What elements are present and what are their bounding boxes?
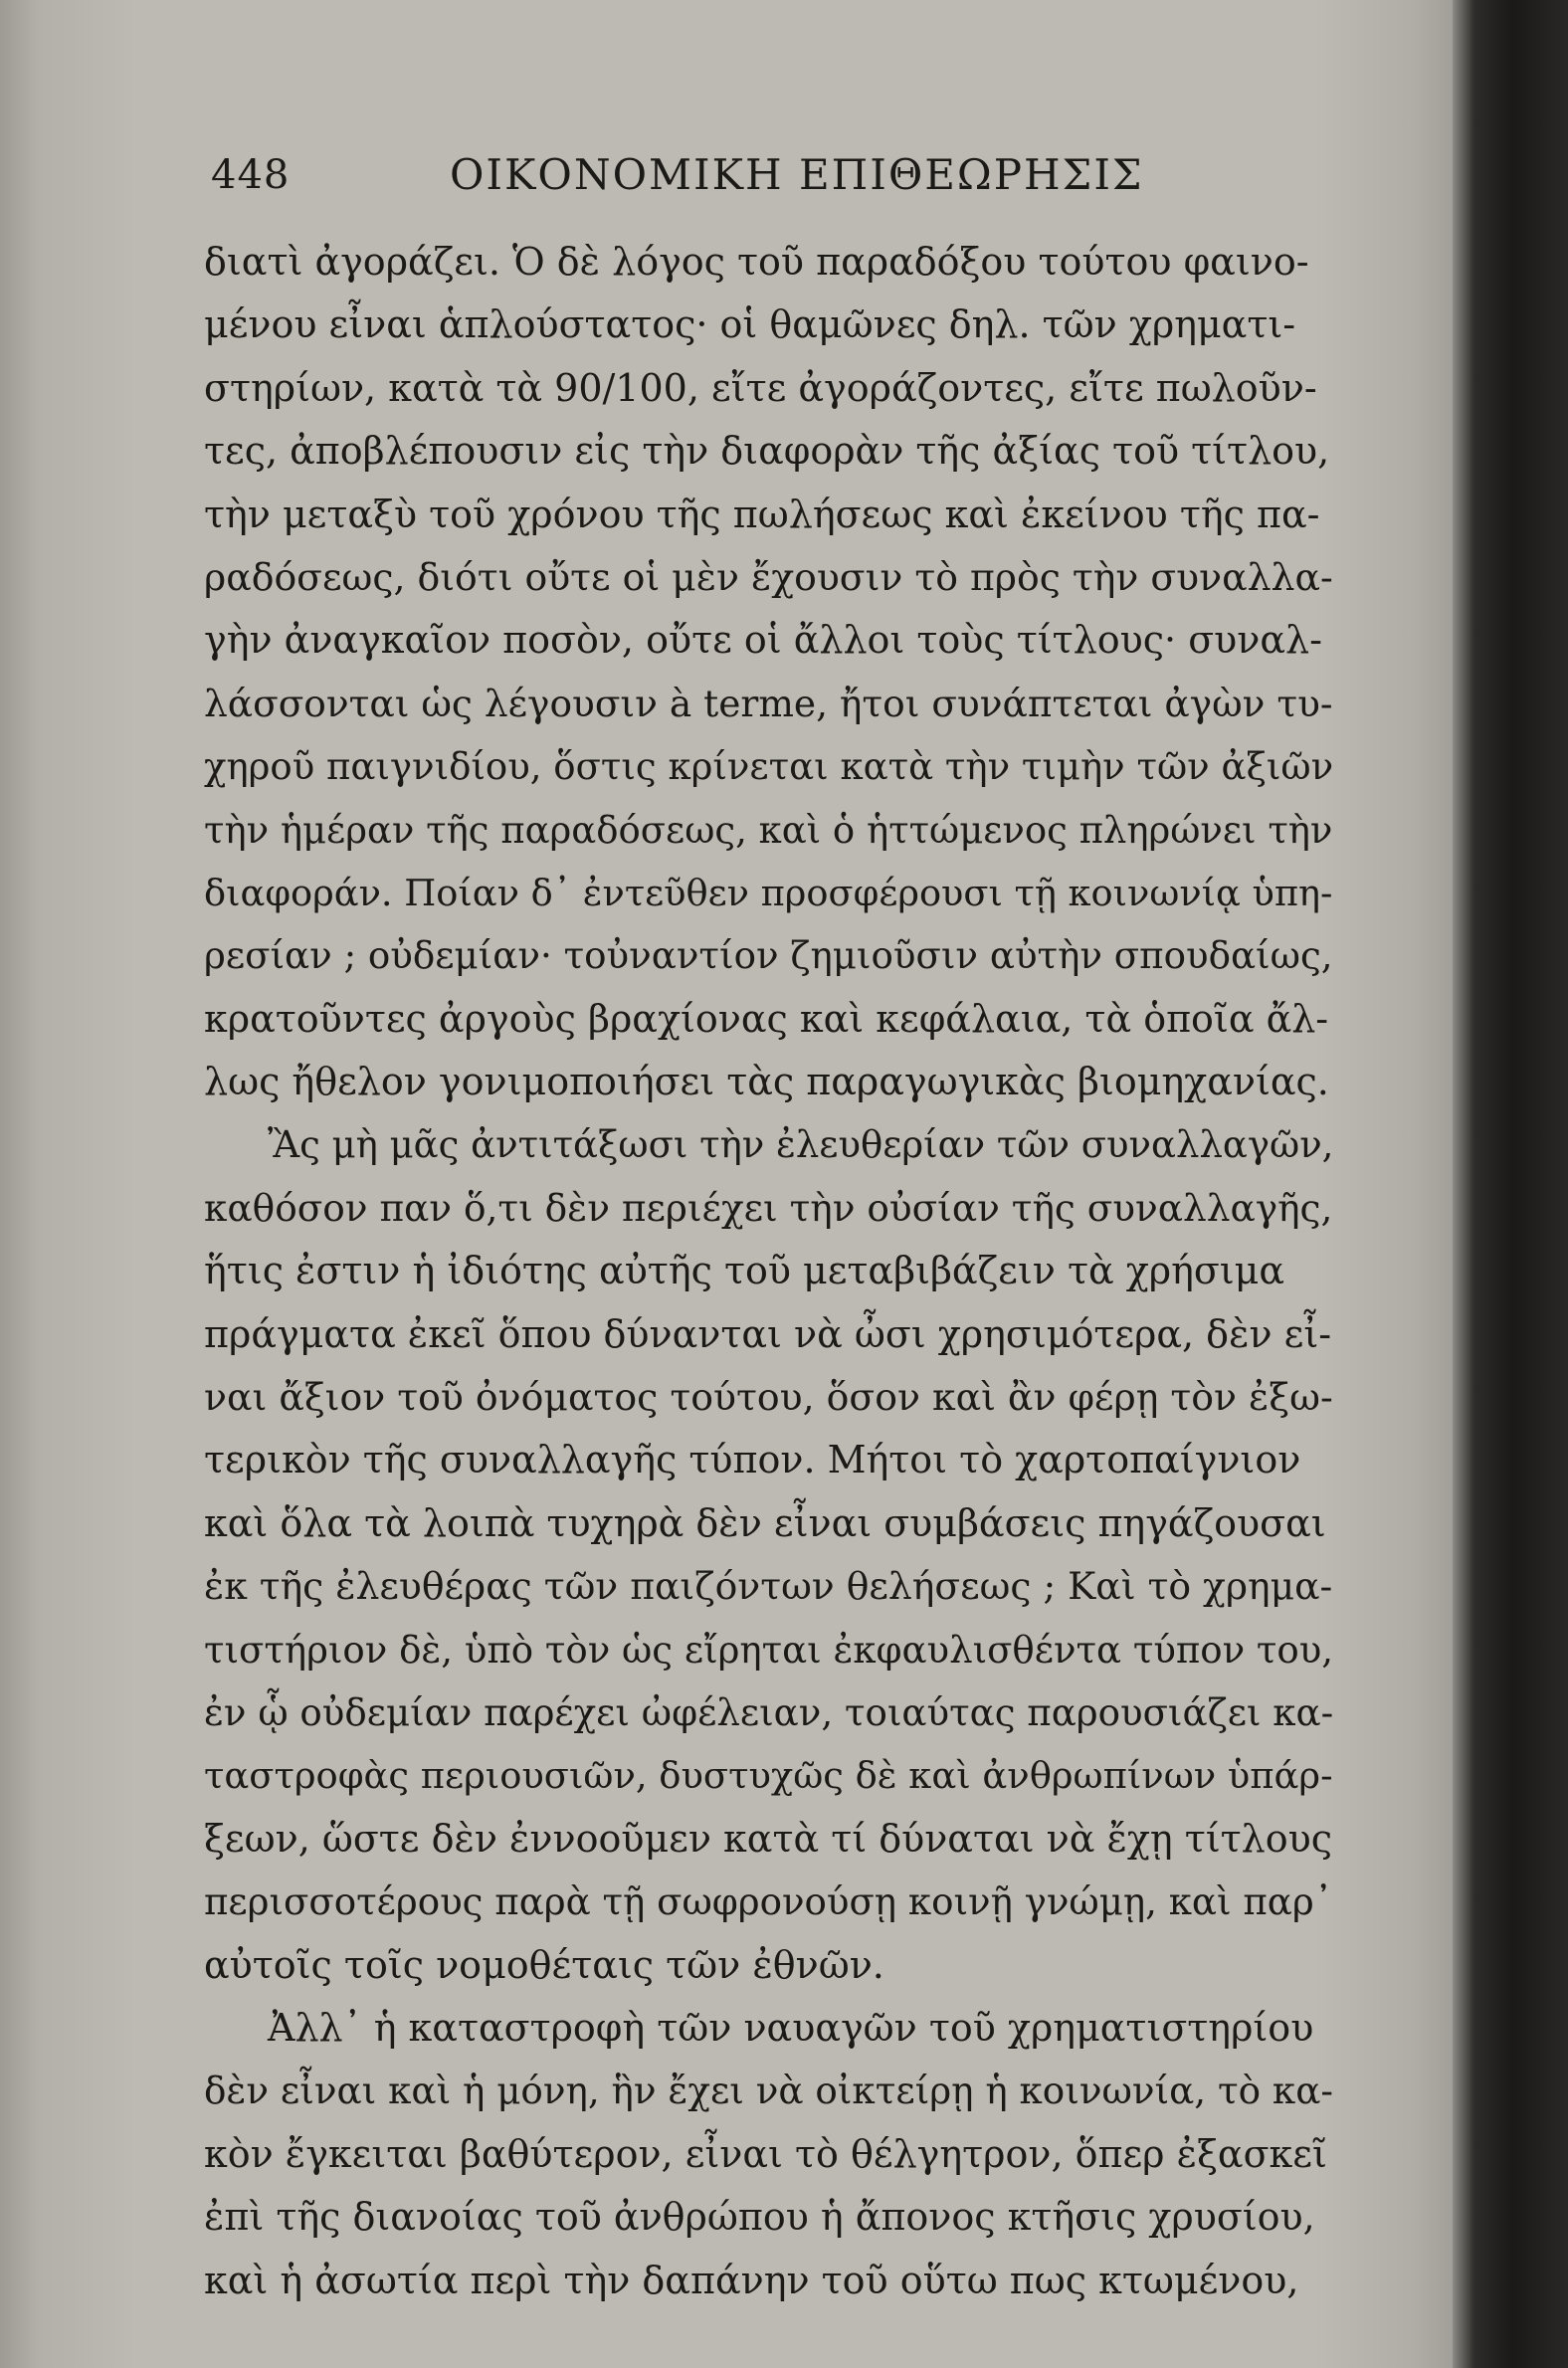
text-line: περισσοτέρους παρὰ τῇ σωφρονούσῃ κοινῇ γνώμῃ, καὶ παρ᾽	[204, 1880, 1333, 1924]
text-line: ναι ἄξιον τοῦ ὀνόματος τούτου, ὅσον καὶ ἂν φέρῃ τὸν ἐξω-	[204, 1375, 1333, 1420]
text-line: κὸν ἔγκειται βαθύτερον, εἶναι τὸ θέλγητρον, ὅπερ ἐξασκεῖ	[204, 2131, 1327, 2176]
text-line: λως ἤθελον γονιμοποιήσει τὰς παραγωγικὰς βιομηχανίας.	[204, 1060, 1329, 1104]
text-line: καθόσον παν ὅ,τι δὲν περιέχει τὴν οὐσίαν τῆς συναλλαγῆς,	[204, 1185, 1333, 1230]
text-line: τὴν μεταξὺ τοῦ χρόνου τῆς πωλήσεως καὶ ἐκείνου τῆς πα-	[204, 492, 1320, 536]
text-line: γὴν ἀναγκαῖον ποσὸν, οὔτε οἱ ἄλλοι τοὺς τίτλους· συναλ-	[204, 618, 1322, 663]
body-text	[204, 231, 1334, 2302]
text-line: ραδόσεως, διότι οὔτε οἱ μὲν ἔχουσιν τὸ πρὸς τὴν συναλλα-	[204, 554, 1333, 599]
text-line: ἐν ᾧ οὐδεμίαν παρέχει ὠφέλειαν, τοιαύτας παρουσιάζει κα-	[204, 1690, 1334, 1734]
page-header	[211, 147, 1305, 207]
text-line: ξεων, ὥστε δὲν ἐννοοῦμεν κατὰ τί δύναται νὰ ἔχῃ τίτλους	[204, 1816, 1333, 1861]
text-line: στηρίων, κατὰ τὰ 90/100, εἴτε ἀγοράζοντες, εἴτε πωλοῦν-	[204, 365, 1317, 410]
text-line: διαφοράν. Ποίαν δ᾽ ἐντεῦθεν προσφέρουσι τῇ κοινωνίᾳ ὑπη-	[204, 871, 1333, 914]
text-line: τὴν ἡμέραν τῆς παραδόσεως, καὶ ὁ ἡττώμενος πληρώνει τὴν	[204, 808, 1333, 852]
text-line: αὐτοῖς τοῖς νομοθέταις τῶν ἐθνῶν.	[204, 1942, 884, 1987]
text-line: Ἀλλ᾽ ἡ καταστροφὴ τῶν ναυαγῶν τοῦ χρηματιστηρίου	[268, 2005, 1314, 2050]
text-line: Ἂς μὴ μᾶς ἀντιτάξωσι τὴν ἐλευθερίαν τῶν συναλλαγῶν,	[268, 1123, 1334, 1167]
text-line: τες, ἀποβλέπουσιν εἰς τὴν διαφορὰν τῆς ἀξίας τοῦ τίτλου,	[204, 429, 1330, 474]
text-line: κρατοῦντες ἀργοὺς βραχίονας καὶ κεφάλαια, τὰ ὁποῖα ἄλ-	[204, 996, 1329, 1041]
text-line: δὲν εἶναι καὶ ἡ μόνη, ἣν ἔχει νὰ οἰκτείρῃ ἡ κοινωνία, τὸ κα-	[204, 2069, 1333, 2113]
text-line: ρεσίαν ; οὐδεμίαν· τοὐναντίον ζημιοῦσιν αὐτὴν σπουδαίως,	[204, 933, 1333, 978]
page-number: 448	[211, 152, 291, 198]
book-spine-shadow	[1453, 0, 1568, 2368]
text-line: καὶ ἡ ἀσωτία περὶ τὴν δαπάνην τοῦ οὕτω πως κτωμένου,	[204, 2258, 1299, 2302]
running-title: ΟΙΚΟΝΟΜΙΚΗ ΕΠΙΘΕΩΡΗΣΙΣ	[450, 150, 1144, 199]
text-line: τερικὸν τῆς συναλλαγῆς τύπον. Μήτοι τὸ χαρτοπαίγνιον	[204, 1438, 1301, 1482]
text-line: καὶ ὅλα τὰ λοιπὰ τυχηρὰ δὲν εἶναι συμβάσεις πηγάζουσαι	[204, 1500, 1326, 1545]
text-line: ταστροφὰς περιουσιῶν, δυστυχῶς δὲ καὶ ἀνθρωπίνων ὑπάρ-	[204, 1754, 1333, 1798]
text-line: μένου εἶναι ἁπλούστατος· οἱ θαμῶνες δηλ. τῶν χρηματι-	[204, 302, 1296, 347]
text-line: πράγματα ἐκεῖ ὅπου δύνανται νὰ ὦσι χρησιμότερα, δὲν εἶ-	[204, 1311, 1332, 1356]
text-line: ἐπὶ τῆς διανοίας τοῦ ἀνθρώπου ἡ ἄπονος κτῆσις χρυσίου,	[204, 2195, 1315, 2240]
text-line: τιστήριον δὲ, ὑπὸ τὸν ὡς εἴρηται ἐκφαυλισθέντα τύπον του,	[204, 1628, 1334, 1672]
text-line: διατὶ ἀγοράζει. Ὁ δὲ λόγος τοῦ παραδόξου τούτου φαινο-	[204, 240, 1309, 284]
text-line: ἐκ τῆς ἐλευθέρας τῶν παιζόντων θελήσεως ; Καὶ τὸ χρημα-	[204, 1564, 1333, 1609]
text-line: λάσσονται ὡς λέγουσιν à terme, ἤτοι συνάπτεται ἀγὼν τυ-	[204, 681, 1333, 725]
text-line: ἥτις ἐστιν ἡ ἰδιότης αὐτῆς τοῦ μεταβιβάζειν τὰ χρήσιμα	[204, 1249, 1285, 1293]
text-line: χηροῦ παιγνιδίου, ὅστις κρίνεται κατὰ τὴν τιμὴν τῶν ἀξιῶν	[204, 745, 1334, 789]
